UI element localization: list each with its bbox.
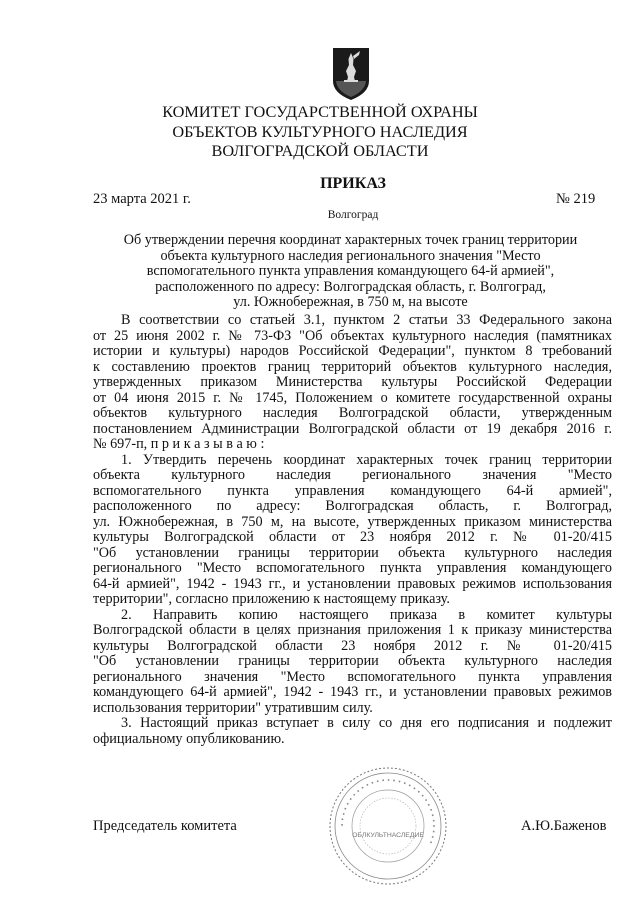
body-line: командующего 64-й армией", 1942 - 1943 гг., и установлении правовых режимов bbox=[93, 684, 612, 700]
body-line: официальному опубликованию. bbox=[93, 730, 285, 747]
body-line: 64-й армией", 1942 - 1943 гг., и установлении правовых режимов использования bbox=[93, 575, 612, 592]
document-body bbox=[93, 313, 612, 747]
body-line: постановлением Администрации Волгоградской области от 19 декабря 2016 г. bbox=[93, 420, 612, 437]
coat-of-arms-icon bbox=[332, 47, 370, 101]
subject-line: вспомогательного пункта управления командующего 64-й армией", bbox=[146, 263, 555, 279]
org-line: КОМИТЕТ ГОСУДАРСТВЕННОЙ ОХРАНЫ bbox=[162, 102, 478, 121]
signer-name: А.Ю.Баженов bbox=[521, 818, 607, 834]
seal-text: ОБЛКУЛЬТНАСЛЕДИЕ bbox=[352, 832, 424, 839]
body-line: от 04 июня 2015 г. № 1745, Положением о комитете государственной охраны bbox=[93, 389, 612, 406]
svg-text:▪ ▪ ▪ ▪ ▪ ▪ ▪ ▪ ▪ ▪ ▪ ▪ ▪ ▪ ▪: ▪ ▪ ▪ ▪ ▪ ▪ ▪ ▪ ▪ ▪ ▪ ▪ ▪ ▪ ▪ ▪ ▪ ▪ ▪ ▪ ▪ ▪ ▪ ▪ ▪ ▪ ▪ ▪ ▪ ▪ bbox=[338, 776, 438, 845]
body-line: 2. Направить копию настоящего приказа в комитет культуры bbox=[121, 606, 612, 623]
subject-line: ул. Южнобережная, в 750 м, на высоте bbox=[233, 294, 468, 310]
body-line: В соответствии со статьей 3.1, пунктом 2 статьи 33 Федерального закона bbox=[121, 312, 612, 328]
item-2-paragraph bbox=[93, 608, 612, 717]
body-line: утвержденных приказом Министерства культуры Российской Федерации bbox=[93, 374, 612, 390]
item-1-paragraph bbox=[93, 453, 612, 608]
body-line: расположенного по адресу: Волгоградская область, г. Волгоград, bbox=[93, 498, 612, 514]
body-line: "Об установлении границы территории объекта культурного наследия bbox=[93, 653, 612, 669]
body-line: 3. Настоящий приказ вступает в силу со дня его подписания и подлежит bbox=[121, 715, 612, 731]
body-line: "Об установлении границы территории объекта культурного наследия bbox=[93, 544, 612, 561]
official-seal-icon bbox=[327, 765, 449, 887]
item-3-paragraph bbox=[93, 716, 612, 747]
subject-line: объекта культурного наследия регионального значения "Место bbox=[160, 247, 541, 264]
document-date: 23 марта 2021 г. bbox=[93, 191, 191, 207]
document-type: ПРИКАЗ bbox=[320, 175, 386, 192]
body-line: использования территории" утратившим силу. bbox=[93, 699, 373, 716]
body-line: вспомогательного пункта управления командующего 64-й армией", bbox=[93, 482, 612, 499]
organization-name bbox=[0, 102, 640, 161]
body-line: истории и культуры) народов Российской Федерации", пунктом 8 требований bbox=[93, 343, 612, 359]
org-line: ВОЛГОГРАДСКОЙ ОБЛАСТИ bbox=[211, 141, 429, 160]
body-line: ул. Южнобережная, в 750 м, на высоте, утвержденных приказом министерства bbox=[93, 513, 612, 530]
body-line: культуры Волгоградской области от 23 ноября 2012 г. № 01-20/415 bbox=[93, 529, 612, 545]
body-line: № 697-п, п р и к а з ы в а ю : bbox=[93, 436, 265, 452]
body-line: от 25 июня 2002 г. № 73-ФЗ "Об объектах культурного наследия (памятниках bbox=[93, 327, 612, 344]
subject-line: Об утверждении перечня координат характерных точек границ территории bbox=[123, 232, 578, 248]
body-line: объекта культурного наследия регионального значения "Место bbox=[93, 467, 612, 483]
body-line: объектов культурного наследия Волгоградской области, утвержденным bbox=[93, 405, 612, 421]
body-line: Волгоградской области в целях признания приложения 1 к приказу министерства bbox=[93, 622, 612, 638]
body-line: территории", согласно приложению к настоящему приказу. bbox=[93, 591, 450, 607]
document-subject bbox=[60, 233, 640, 311]
subject-line: расположенного по адресу: Волгоградская область, г. Волгоград, bbox=[155, 278, 546, 295]
org-line: ОБЪЕКТОВ КУЛЬТУРНОГО НАСЛЕДИЯ bbox=[172, 121, 468, 141]
body-line: регионального значения "Место вспомогательного пункта управления bbox=[93, 668, 612, 685]
body-line: регионального "Место вспомогательного пункта управления командующего bbox=[93, 560, 612, 576]
body-line: культуры Волгоградской области 23 ноября 2012 г. № 01-20/415 bbox=[93, 637, 612, 654]
document-city: Волгоград bbox=[327, 209, 379, 221]
document-number: № 219 bbox=[556, 191, 596, 207]
body-line: 1. Утвердить перечень координат характерных точек границ территории bbox=[121, 451, 612, 468]
preamble-paragraph bbox=[93, 313, 612, 453]
body-line: к составлению проектов границ территорий объектов культурного наследия, bbox=[93, 358, 612, 375]
signer-title: Председатель комитета bbox=[93, 818, 237, 834]
